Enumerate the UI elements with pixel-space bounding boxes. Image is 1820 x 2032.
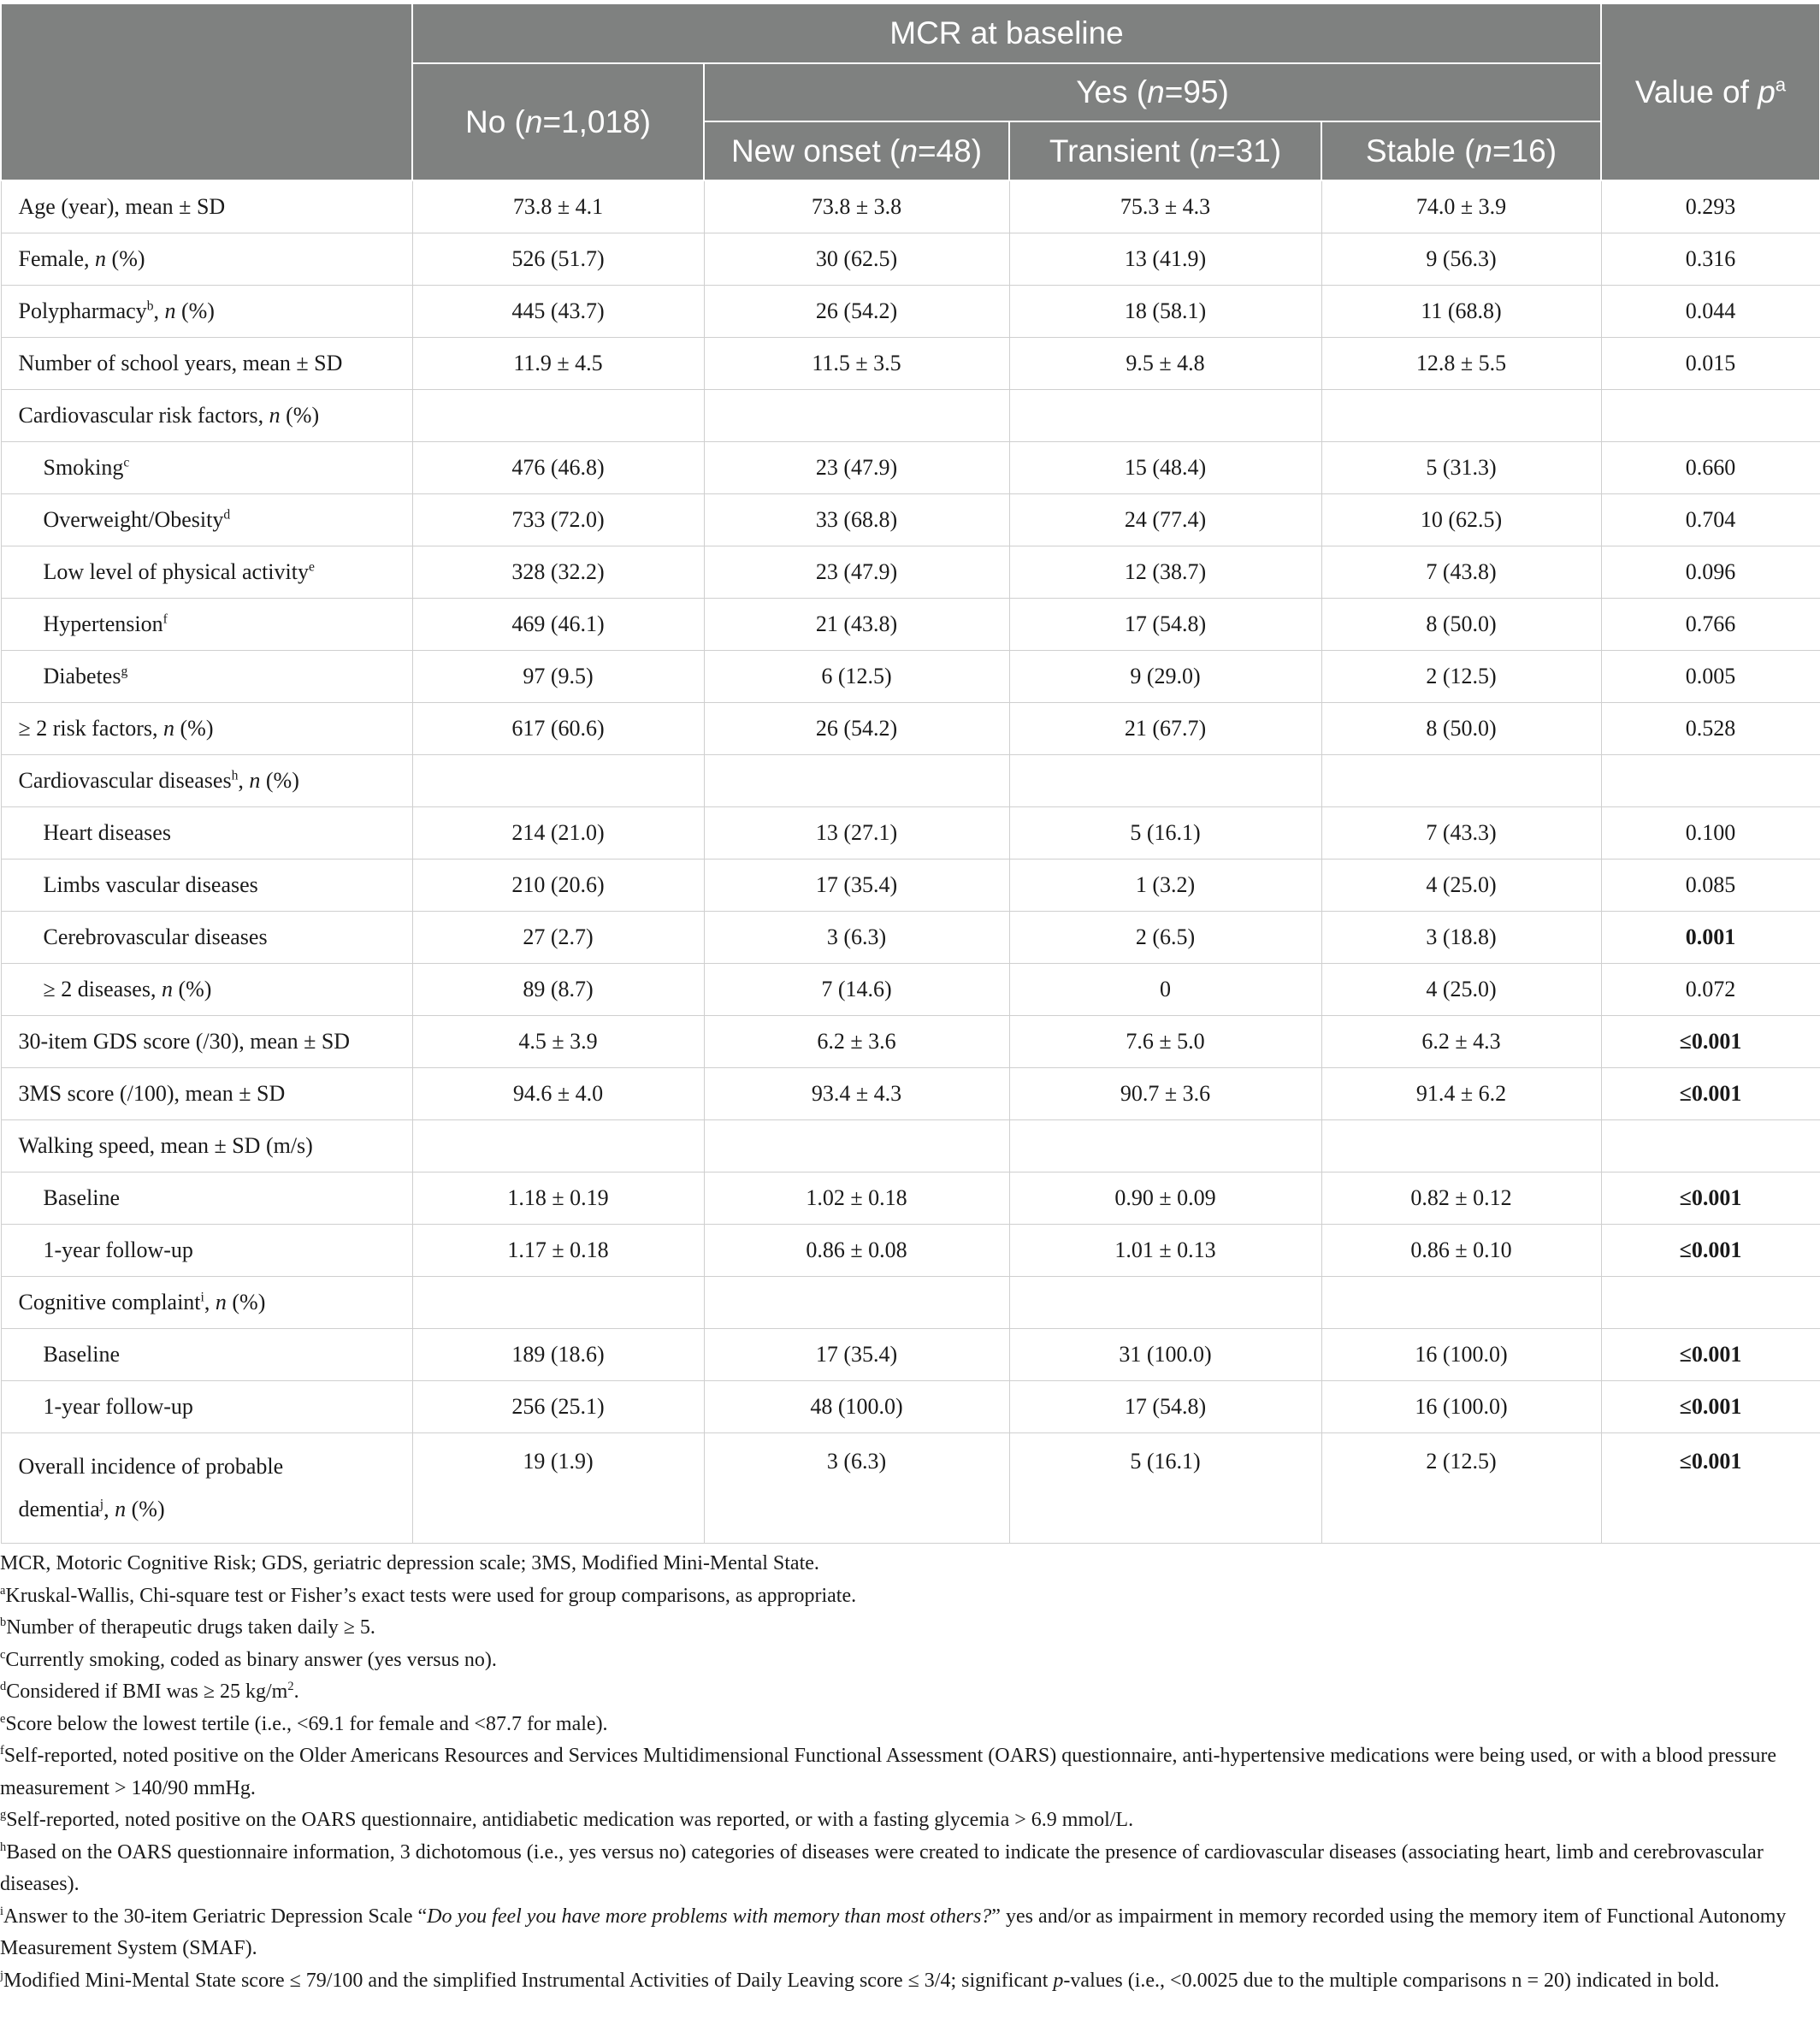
header-empty <box>1 3 412 180</box>
cell-pvalue: 0.044 <box>1601 286 1820 338</box>
cell-new-onset: 48 (100.0) <box>704 1381 1009 1433</box>
table-row <box>1 807 1820 859</box>
footnote-a: $^a$Kruskal-Wallis, Chi-square test or Fisher’s exact tests were used for group comparisons, as appropriate. <box>0 1583 857 1607</box>
cell-transient: 0.90 ± 0.09 <box>1009 1173 1321 1225</box>
cell-transient: 21 (67.7) <box>1009 703 1321 755</box>
cell-no: 256 (25.1) <box>412 1381 704 1433</box>
table-row <box>1 599 1820 651</box>
cell-new-onset: 17 (35.4) <box>704 1329 1009 1381</box>
row-label: Heart diseases <box>1 807 412 859</box>
table-row <box>1 964 1820 1016</box>
cell-transient: 18 (58.1) <box>1009 286 1321 338</box>
cell-new-onset: 13 (27.1) <box>704 807 1009 859</box>
cell-pvalue <box>1601 1120 1820 1173</box>
cell-no: 476 (46.8) <box>412 442 704 494</box>
footnote-f: $^f$Self-reported, noted positive on the Older Americans Resources and Services Multidimensional Functional Assessment (OARS) questionnaire, anti-hypertensive medications were being used, or with a blood pressure measurement > 140/90 mmHg. <box>0 1744 1776 1799</box>
row-label: 30-item GDS score (/30), mean ± SD <box>1 1016 412 1068</box>
header-new-onset: New onset (n=48) <box>704 121 1009 180</box>
header-stable: Stable (n=16) <box>1321 121 1601 180</box>
cell-transient <box>1009 755 1321 807</box>
cell-transient: 1.01 ± 0.13 <box>1009 1225 1321 1277</box>
cell-pvalue: 0.766 <box>1601 599 1820 651</box>
cell-transient: 1 (3.2) <box>1009 859 1321 912</box>
cell-no: 328 (32.2) <box>412 546 704 599</box>
cell-transient: 12 (38.7) <box>1009 546 1321 599</box>
cell-pvalue: 0.005 <box>1601 651 1820 703</box>
cell-new-onset: 6.2 ± 3.6 <box>704 1016 1009 1068</box>
row-label: 1-year follow-up <box>1 1381 412 1433</box>
cell-new-onset: 0.86 ± 0.08 <box>704 1225 1009 1277</box>
cell-pvalue: 0.293 <box>1601 180 1820 233</box>
cell-no: 733 (72.0) <box>412 494 704 546</box>
row-label: Baseline <box>1 1173 412 1225</box>
cell-pvalue: ≤0.001 <box>1601 1173 1820 1225</box>
table-row <box>1 703 1820 755</box>
footnote-i: $^i$Answer to the 30-item Geriatric Depression Scale “Do you feel you have more problems with memory than most others?” yes and/or as impairment in memory recorded using the memory item of Functional Autonomy Measurement System (SMAF). <box>0 1904 1787 1959</box>
row-label: Limbs vascular diseases <box>1 859 412 912</box>
table-row <box>1 1120 1820 1173</box>
cell-no <box>412 755 704 807</box>
cell-stable: 10 (62.5) <box>1321 494 1601 546</box>
cell-stable: 7 (43.3) <box>1321 807 1601 859</box>
cell-pvalue: ≤0.001 <box>1601 1225 1820 1277</box>
cell-pvalue: 0.316 <box>1601 233 1820 286</box>
row-label: Cardiovascular risk factors, n (%) <box>1 390 412 442</box>
cell-no: 214 (21.0) <box>412 807 704 859</box>
row-label: Overall incidence of probable dementia$^j$, n (%) <box>1 1433 412 1544</box>
footnote-d: $^d$Considered if BMI was ≥ 25 $kg/m^2$. <box>0 1680 299 1703</box>
cell-new-onset <box>704 755 1009 807</box>
cell-no: 27 (2.7) <box>412 912 704 964</box>
row-label: ≥ 2 diseases, n (%) <box>1 964 412 1016</box>
cell-stable: 0.82 ± 0.12 <box>1321 1173 1601 1225</box>
cell-stable: 6.2 ± 4.3 <box>1321 1016 1601 1068</box>
table-row <box>1 859 1820 912</box>
cell-transient <box>1009 1277 1321 1329</box>
row-label: Diabetes$^g$ <box>1 651 412 703</box>
cell-new-onset: 30 (62.5) <box>704 233 1009 286</box>
cell-pvalue: 0.100 <box>1601 807 1820 859</box>
table-row <box>1 1173 1820 1225</box>
footnote-b: $^b$Number of therapeutic drugs taken daily ≥ 5. <box>0 1616 375 1639</box>
cell-new-onset: 33 (68.8) <box>704 494 1009 546</box>
cell-pvalue: ≤0.001 <box>1601 1068 1820 1120</box>
cell-no: 445 (43.7) <box>412 286 704 338</box>
cell-pvalue: ≤0.001 <box>1601 1381 1820 1433</box>
cell-pvalue: ≤0.001 <box>1601 1016 1820 1068</box>
cell-transient: 7.6 ± 5.0 <box>1009 1016 1321 1068</box>
cell-stable: 5 (31.3) <box>1321 442 1601 494</box>
table-row <box>1 1016 1820 1068</box>
table-row <box>1 180 1820 233</box>
cell-no: 1.17 ± 0.18 <box>412 1225 704 1277</box>
cell-transient: 2 (6.5) <box>1009 912 1321 964</box>
cell-no: 97 (9.5) <box>412 651 704 703</box>
cell-pvalue: ≤0.001 <box>1601 1329 1820 1381</box>
table-row <box>1 1225 1820 1277</box>
table-row <box>1 442 1820 494</box>
cell-stable: 3 (18.8) <box>1321 912 1601 964</box>
row-label: Age (year), mean ± SD <box>1 180 412 233</box>
cell-stable: 74.0 ± 3.9 <box>1321 180 1601 233</box>
table-row <box>1 494 1820 546</box>
cell-transient: 9 (29.0) <box>1009 651 1321 703</box>
cell-transient: 31 (100.0) <box>1009 1329 1321 1381</box>
cell-stable: 7 (43.8) <box>1321 546 1601 599</box>
cell-stable <box>1321 1277 1601 1329</box>
cell-stable <box>1321 755 1601 807</box>
cell-no: 617 (60.6) <box>412 703 704 755</box>
cell-transient <box>1009 390 1321 442</box>
row-label: Overweight/Obesity$^d$ <box>1 494 412 546</box>
footnote-abbrev: MCR, Motoric Cognitive Risk; GDS, geriatric depression scale; 3MS, Modified Mini-Mental State. <box>0 1552 819 1574</box>
data-table <box>0 3 1820 1544</box>
table-row <box>1 1329 1820 1381</box>
row-label: Low level of physical activity$^e$ <box>1 546 412 599</box>
footnote-c: $^c$Currently smoking, coded as binary answer (yes versus no). <box>0 1647 497 1671</box>
cell-new-onset: 6 (12.5) <box>704 651 1009 703</box>
cell-new-onset <box>704 1120 1009 1173</box>
cell-stable: 16 (100.0) <box>1321 1381 1601 1433</box>
table-row <box>1 338 1820 390</box>
cell-new-onset: 1.02 ± 0.18 <box>704 1173 1009 1225</box>
row-label: Cognitive complaint$^i$, n (%) <box>1 1277 412 1329</box>
table-footnotes <box>0 1548 1805 1997</box>
cell-new-onset: 73.8 ± 3.8 <box>704 180 1009 233</box>
cell-stable: 11 (68.8) <box>1321 286 1601 338</box>
cell-pvalue <box>1601 390 1820 442</box>
cell-transient: 5 (16.1) <box>1009 1433 1321 1544</box>
cell-pvalue: 0.528 <box>1601 703 1820 755</box>
cell-stable <box>1321 390 1601 442</box>
cell-stable: 8 (50.0) <box>1321 599 1601 651</box>
cell-transient: 17 (54.8) <box>1009 599 1321 651</box>
row-label: Baseline <box>1 1329 412 1381</box>
footnote-j: $^j$Modified Mini-Mental State score ≤ 79/100 and the simplified Instrumental Activities of Daily Leaving score ≤ 3/4; significant p-values (i.e., <0.0025 due to the multiple comparisons n = 20) indicated in bold. <box>0 1968 1720 1992</box>
cell-transient <box>1009 1120 1321 1173</box>
table-row <box>1 1277 1820 1329</box>
cell-no: 73.8 ± 4.1 <box>412 180 704 233</box>
header-group: MCR at baseline <box>412 3 1601 63</box>
table-body <box>1 180 1820 1544</box>
cell-pvalue: 0.001 <box>1601 912 1820 964</box>
cell-new-onset <box>704 1277 1009 1329</box>
row-label: Walking speed, mean ± SD (m/s) <box>1 1120 412 1173</box>
table-container <box>0 3 1819 1544</box>
footnote-g: $^g$Self-reported, noted positive on the OARS questionnaire, antidiabetic medication was reported, or with a fasting glycemia > 6.9 mmol/L. <box>0 1808 1134 1831</box>
cell-transient: 15 (48.4) <box>1009 442 1321 494</box>
cell-pvalue: ≤0.001 <box>1601 1433 1820 1544</box>
cell-no: 4.5 ± 3.9 <box>412 1016 704 1068</box>
cell-transient: 5 (16.1) <box>1009 807 1321 859</box>
table-row <box>1 546 1820 599</box>
footnote-e: $^e$Score below the lowest tertile (i.e., <69.1 for female and <87.7 for male). <box>0 1711 608 1735</box>
cell-new-onset: 26 (54.2) <box>704 286 1009 338</box>
cell-stable: 2 (12.5) <box>1321 1433 1601 1544</box>
cell-new-onset: 11.5 ± 3.5 <box>704 338 1009 390</box>
cell-stable: 9 (56.3) <box>1321 233 1601 286</box>
cell-no <box>412 1120 704 1173</box>
cell-stable: 4 (25.0) <box>1321 859 1601 912</box>
header-transient: Transient (n=31) <box>1009 121 1321 180</box>
cell-stable: 12.8 ± 5.5 <box>1321 338 1601 390</box>
table-header <box>1 3 1820 180</box>
cell-new-onset: 93.4 ± 4.3 <box>704 1068 1009 1120</box>
cell-transient: 24 (77.4) <box>1009 494 1321 546</box>
table-row <box>1 1068 1820 1120</box>
cell-new-onset: 26 (54.2) <box>704 703 1009 755</box>
cell-stable <box>1321 1120 1601 1173</box>
cell-stable: 0.86 ± 0.10 <box>1321 1225 1601 1277</box>
cell-no: 19 (1.9) <box>412 1433 704 1544</box>
cell-transient: 17 (54.8) <box>1009 1381 1321 1433</box>
cell-stable: 91.4 ± 6.2 <box>1321 1068 1601 1120</box>
cell-new-onset: 7 (14.6) <box>704 964 1009 1016</box>
row-label: 3MS score (/100), mean ± SD <box>1 1068 412 1120</box>
cell-pvalue: 0.660 <box>1601 442 1820 494</box>
cell-pvalue: 0.072 <box>1601 964 1820 1016</box>
cell-new-onset: 23 (47.9) <box>704 546 1009 599</box>
cell-no: 469 (46.1) <box>412 599 704 651</box>
cell-pvalue: 0.096 <box>1601 546 1820 599</box>
footnote-h: $^h$Based on the OARS questionnaire information, 3 dichotomous (i.e., yes versus no) categories of diseases were created to indicate the presence of cardiovascular diseases (associating heart, limb and cerebrovascular diseases). <box>0 1840 1764 1895</box>
cell-stable: 2 (12.5) <box>1321 651 1601 703</box>
cell-pvalue <box>1601 1277 1820 1329</box>
cell-no <box>412 1277 704 1329</box>
cell-new-onset: 23 (47.9) <box>704 442 1009 494</box>
row-label: ≥ 2 risk factors, n (%) <box>1 703 412 755</box>
row-label: 1-year follow-up <box>1 1225 412 1277</box>
row-label: Number of school years, mean ± SD <box>1 338 412 390</box>
table-row <box>1 755 1820 807</box>
cell-stable: 8 (50.0) <box>1321 703 1601 755</box>
cell-stable: 16 (100.0) <box>1321 1329 1601 1381</box>
cell-no: 189 (18.6) <box>412 1329 704 1381</box>
cell-transient: 90.7 ± 3.6 <box>1009 1068 1321 1120</box>
row-label: Female, n (%) <box>1 233 412 286</box>
row-label: Hypertension$^f$ <box>1 599 412 651</box>
row-label: Polypharmacy$^b$, n (%) <box>1 286 412 338</box>
cell-no: 1.18 ± 0.19 <box>412 1173 704 1225</box>
table-row <box>1 1433 1820 1544</box>
row-label: Cardiovascular diseases$^h$, n (%) <box>1 755 412 807</box>
table-row <box>1 390 1820 442</box>
row-label: Cerebrovascular diseases <box>1 912 412 964</box>
table-row <box>1 233 1820 286</box>
cell-pvalue <box>1601 755 1820 807</box>
cell-new-onset: 17 (35.4) <box>704 859 1009 912</box>
cell-new-onset: 3 (6.3) <box>704 1433 1009 1544</box>
cell-new-onset: 21 (43.8) <box>704 599 1009 651</box>
cell-stable: 4 (25.0) <box>1321 964 1601 1016</box>
header-pvalue: Value of $p^a$ <box>1601 3 1820 180</box>
cell-new-onset: 3 (6.3) <box>704 912 1009 964</box>
cell-no: 526 (51.7) <box>412 233 704 286</box>
cell-transient: 75.3 ± 4.3 <box>1009 180 1321 233</box>
cell-transient: 9.5 ± 4.8 <box>1009 338 1321 390</box>
cell-transient: 0 <box>1009 964 1321 1016</box>
cell-no: 94.6 ± 4.0 <box>412 1068 704 1120</box>
table-row <box>1 1381 1820 1433</box>
cell-pvalue: 0.704 <box>1601 494 1820 546</box>
cell-pvalue: 0.085 <box>1601 859 1820 912</box>
row-label: Smoking$^c$ <box>1 442 412 494</box>
header-yes: Yes (n=95) <box>704 63 1601 121</box>
cell-new-onset <box>704 390 1009 442</box>
table-row <box>1 651 1820 703</box>
cell-no <box>412 390 704 442</box>
table-row <box>1 912 1820 964</box>
header-no: No (n=1,018) <box>412 63 704 180</box>
cell-no: 11.9 ± 4.5 <box>412 338 704 390</box>
cell-transient: 13 (41.9) <box>1009 233 1321 286</box>
cell-pvalue: 0.015 <box>1601 338 1820 390</box>
cell-no: 89 (8.7) <box>412 964 704 1016</box>
cell-no: 210 (20.6) <box>412 859 704 912</box>
table-row <box>1 286 1820 338</box>
